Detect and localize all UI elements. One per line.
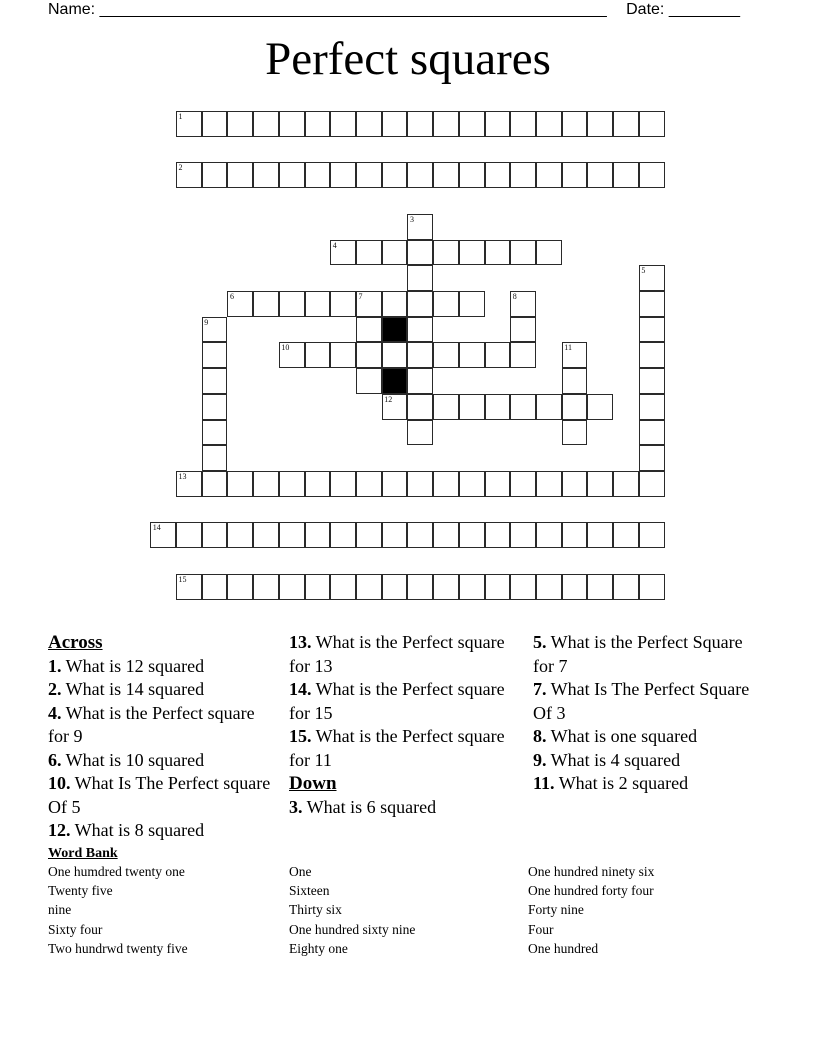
grid-cell <box>562 394 588 420</box>
grid-cell <box>639 522 665 548</box>
grid-cell <box>202 420 228 446</box>
grid-cell <box>227 111 253 137</box>
grid-cell <box>279 342 305 368</box>
word-bank-item: One hundred forty four <box>528 883 654 899</box>
word-bank-item: Eighty one <box>289 940 348 956</box>
clue-item: 4. What is the Perfect square for 9 <box>48 702 255 746</box>
grid-cell <box>562 342 588 368</box>
cell-number: 9 <box>204 317 209 327</box>
grid-cell <box>536 522 562 548</box>
grid-cell <box>407 317 433 343</box>
grid-cell <box>382 522 408 548</box>
grid-cell <box>407 265 433 291</box>
clue-number: 1. <box>48 655 62 676</box>
grid-cell <box>587 471 613 497</box>
name-blank-line: _________________________________________________________ <box>99 1 607 18</box>
clue-item: 1. What is 12 squared <box>48 655 205 676</box>
grid-cell <box>459 291 485 317</box>
grid-cell <box>253 291 279 317</box>
grid-cell <box>305 111 331 137</box>
clue-section-header: Across <box>48 632 103 653</box>
grid-cell <box>613 111 639 137</box>
cell-number: 11 <box>564 343 572 353</box>
grid-cell <box>485 574 511 600</box>
grid-cell <box>510 317 536 343</box>
grid-cell <box>510 291 536 317</box>
grid-cell <box>459 471 485 497</box>
grid-cell-blocked <box>382 317 408 343</box>
grid-cell <box>613 574 639 600</box>
grid-cell <box>176 162 202 188</box>
cell-number: 15 <box>178 574 187 584</box>
grid-cell <box>639 574 665 600</box>
grid-cell <box>639 471 665 497</box>
grid-cell <box>407 522 433 548</box>
grid-cell <box>485 522 511 548</box>
grid-cell <box>459 240 485 266</box>
clue-item: 10. What Is The Perfect square Of 5 <box>48 773 271 817</box>
clues-column-3 <box>533 631 758 796</box>
grid-cell-blocked <box>382 368 408 394</box>
clue-number: 15. <box>289 726 312 746</box>
clue-section-header: Down <box>289 773 337 794</box>
clue-number: 12. <box>48 820 71 840</box>
clue-number: 7. <box>533 679 547 699</box>
grid-cell <box>613 162 639 188</box>
clue-item: 13. What is the Perfect square for 13 <box>289 632 505 676</box>
clue-item: 9. What is 4 squared <box>533 749 681 770</box>
clue-item: 5. What is the Perfect Square for 7 <box>533 632 743 676</box>
date-label: Date: <box>626 1 665 18</box>
grid-cell <box>536 471 562 497</box>
grid-cell <box>253 162 279 188</box>
clues-column-2 <box>289 631 514 819</box>
grid-cell <box>227 291 253 317</box>
grid-cell <box>639 342 665 368</box>
grid-cell <box>407 471 433 497</box>
grid-cell <box>279 522 305 548</box>
grid-cell <box>382 162 408 188</box>
grid-cell <box>459 162 485 188</box>
grid-cell <box>587 394 613 420</box>
grid-cell <box>459 574 485 600</box>
grid-cell <box>587 111 613 137</box>
grid-cell <box>407 162 433 188</box>
grid-cell <box>202 342 228 368</box>
grid-cell <box>639 317 665 343</box>
word-bank-label: Word Bank <box>48 846 118 861</box>
grid-cell <box>202 111 228 137</box>
grid-cell <box>639 368 665 394</box>
word-bank-item: Two hundrwd twenty five <box>48 940 188 956</box>
grid-cell <box>279 291 305 317</box>
grid-cell <box>433 111 459 137</box>
grid-cell <box>305 291 331 317</box>
grid-cell <box>227 162 253 188</box>
grid-cell <box>202 471 228 497</box>
grid-cell <box>510 111 536 137</box>
grid-cell <box>562 368 588 394</box>
grid-cell <box>459 342 485 368</box>
grid-cell <box>202 522 228 548</box>
clues-column-1 <box>48 631 273 843</box>
grid-cell <box>639 394 665 420</box>
grid-cell <box>562 522 588 548</box>
grid-cell <box>279 574 305 600</box>
word-bank-item: Four <box>528 921 554 937</box>
grid-cell <box>305 471 331 497</box>
grid-cell <box>382 240 408 266</box>
grid-cell <box>356 368 382 394</box>
clue-number: 14. <box>289 679 312 699</box>
grid-cell <box>202 162 228 188</box>
clue-item: 6. What is 10 squared <box>48 749 205 770</box>
grid-cell <box>202 445 228 471</box>
grid-cell <box>382 291 408 317</box>
cell-number: 4 <box>332 240 337 250</box>
cell-number: 5 <box>641 266 646 276</box>
grid-cell <box>433 574 459 600</box>
grid-cell <box>202 317 228 343</box>
word-bank-item: Forty nine <box>528 902 584 918</box>
grid-cell <box>613 471 639 497</box>
grid-cell <box>510 522 536 548</box>
grid-cell <box>433 471 459 497</box>
grid-cell <box>485 471 511 497</box>
cell-number: 2 <box>178 163 183 173</box>
cell-number: 13 <box>178 472 187 481</box>
grid-cell <box>562 471 588 497</box>
grid-cell <box>202 394 228 420</box>
grid-cell <box>382 394 408 420</box>
grid-cell <box>356 317 382 343</box>
grid-cell <box>536 574 562 600</box>
grid-cell <box>407 214 433 240</box>
grid-cell <box>279 162 305 188</box>
word-bank-item: Twenty five <box>48 883 113 899</box>
grid-cell <box>510 240 536 266</box>
grid-cell <box>536 394 562 420</box>
grid-cell <box>639 445 665 471</box>
grid-cell <box>176 574 202 600</box>
grid-cell <box>253 111 279 137</box>
word-bank-column-2 <box>289 862 519 958</box>
clue-item: 7. What Is The Perfect Square Of 3 <box>533 679 750 723</box>
grid-cell <box>330 111 356 137</box>
grid-cell <box>382 342 408 368</box>
grid-cell <box>510 574 536 600</box>
grid-cell <box>279 471 305 497</box>
cell-number: 6 <box>229 292 234 301</box>
clue-item: 11. What is 2 squared <box>533 773 689 793</box>
grid-cell <box>639 162 665 188</box>
grid-cell <box>356 471 382 497</box>
grid-cell <box>305 342 331 368</box>
cell-number: 7 <box>358 292 363 301</box>
grid-cell <box>253 574 279 600</box>
word-bank-item: Thirty six <box>289 902 342 918</box>
grid-cell <box>562 111 588 137</box>
grid-cell <box>176 111 202 137</box>
word-bank-item: One humdred twenty one <box>48 864 185 879</box>
cell-number: 3 <box>409 214 414 224</box>
grid-cell <box>305 522 331 548</box>
grid-cell <box>407 394 433 420</box>
clue-number: 5. <box>533 632 547 652</box>
grid-cell <box>382 111 408 137</box>
grid-cell <box>459 394 485 420</box>
grid-cell <box>587 162 613 188</box>
grid-cell <box>510 394 536 420</box>
grid-cell <box>279 111 305 137</box>
grid-cell <box>485 342 511 368</box>
grid-cell <box>227 522 253 548</box>
name-label: Name: <box>48 1 96 18</box>
grid-cell <box>562 574 588 600</box>
grid-cell <box>407 420 433 446</box>
grid-cell <box>639 291 665 317</box>
clue-item: 2. What is 14 squared <box>48 679 205 699</box>
grid-cell <box>227 471 253 497</box>
clue-item: 3. What is 6 squared <box>289 796 437 817</box>
cell-number: 1 <box>178 112 183 121</box>
cell-number: 8 <box>512 292 517 301</box>
grid-cell <box>382 574 408 600</box>
grid-cell <box>382 471 408 497</box>
grid-cell <box>356 522 382 548</box>
clue-number: 8. <box>533 726 547 746</box>
clue-number: 11. <box>533 773 555 793</box>
grid-cell <box>562 420 588 446</box>
grid-cell <box>202 574 228 600</box>
word-bank-item: One hundred <box>528 940 599 956</box>
grid-cell <box>305 162 331 188</box>
word-bank-item: One hundred ninety six <box>528 864 655 879</box>
grid-cell <box>356 111 382 137</box>
date-blank-line: ________ <box>668 1 740 18</box>
grid-cell <box>536 162 562 188</box>
grid-cell <box>330 471 356 497</box>
clue-number: 4. <box>48 702 62 723</box>
grid-cell <box>356 574 382 600</box>
grid-cell <box>202 368 228 394</box>
grid-cell <box>485 394 511 420</box>
word-bank-item: Sixteen <box>289 883 330 899</box>
grid-cell <box>433 342 459 368</box>
grid-cell <box>536 111 562 137</box>
grid-cell <box>330 574 356 600</box>
clue-item: 12. What is 8 squared <box>48 820 205 840</box>
grid-cell <box>330 240 356 266</box>
clue-number: 13. <box>289 632 312 652</box>
grid-cell <box>227 574 253 600</box>
grid-cell <box>407 291 433 317</box>
grid-cell <box>433 394 459 420</box>
grid-cell <box>639 265 665 291</box>
word-bank-item: nine <box>48 902 72 918</box>
grid-cell <box>485 162 511 188</box>
grid-cell <box>587 574 613 600</box>
grid-cell <box>150 522 176 548</box>
grid-cell <box>330 342 356 368</box>
grid-cell <box>253 522 279 548</box>
grid-cell <box>330 291 356 317</box>
grid-cell <box>305 574 331 600</box>
grid-cell <box>433 522 459 548</box>
word-bank-item: One hundred sixty nine <box>289 921 416 937</box>
grid-cell <box>459 522 485 548</box>
grid-cell <box>510 162 536 188</box>
word-bank-item: Sixty four <box>48 921 103 937</box>
clue-item: 14. What is the Perfect square for 15 <box>289 679 505 723</box>
grid-cell <box>510 342 536 368</box>
grid-cell <box>562 162 588 188</box>
grid-cell <box>176 522 202 548</box>
clue-number: 3. <box>289 796 303 817</box>
grid-cell <box>433 162 459 188</box>
grid-cell <box>459 111 485 137</box>
grid-cell <box>176 471 202 497</box>
clue-number: 10. <box>48 773 71 793</box>
grid-cell <box>613 522 639 548</box>
cell-number: 10 <box>281 343 290 353</box>
page-title: Perfect squares <box>265 33 551 85</box>
grid-cell <box>407 111 433 137</box>
grid-cell <box>407 574 433 600</box>
grid-cell <box>433 240 459 266</box>
clue-number: 6. <box>48 749 62 770</box>
cell-number: 14 <box>152 523 161 533</box>
grid-cell <box>407 342 433 368</box>
grid-cell <box>407 368 433 394</box>
clue-number: 9. <box>533 749 547 770</box>
grid-cell <box>587 522 613 548</box>
grid-cell <box>485 111 511 137</box>
grid-cell <box>536 240 562 266</box>
grid-cell <box>356 162 382 188</box>
grid-cell <box>639 111 665 137</box>
grid-cell <box>356 240 382 266</box>
clue-item: 8. What is one squared <box>533 726 698 746</box>
clue-number: 2. <box>48 679 62 699</box>
cell-number: 12 <box>384 394 393 404</box>
grid-cell <box>356 342 382 368</box>
word-bank-column-1 <box>48 862 278 958</box>
word-bank-item: One <box>289 864 312 879</box>
grid-cell <box>510 471 536 497</box>
grid-cell <box>485 240 511 266</box>
word-bank-column-3 <box>528 862 758 958</box>
grid-cell <box>356 291 382 317</box>
grid-cell <box>253 471 279 497</box>
grid-cell <box>330 522 356 548</box>
grid-cell <box>433 291 459 317</box>
grid-cell <box>639 420 665 446</box>
clue-item: 15. What is the Perfect square for 11 <box>289 726 505 770</box>
grid-cell <box>407 240 433 266</box>
grid-cell <box>330 162 356 188</box>
